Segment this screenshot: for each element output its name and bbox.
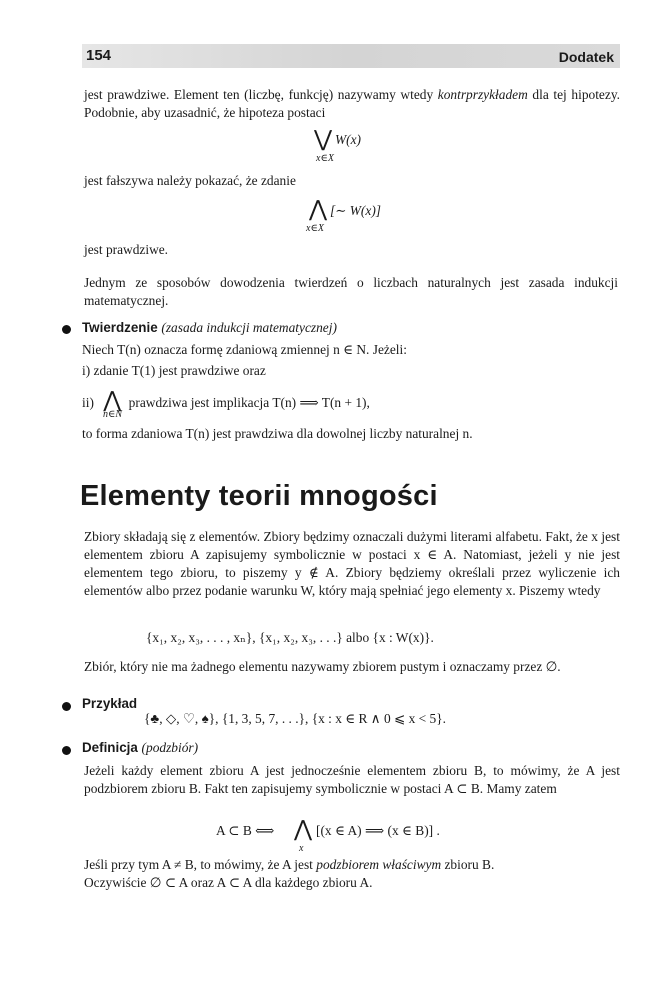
theorem-conclusion: to forma zdaniowa T(n) jest prawdziwa dla dowolnej liczby naturalnej n. <box>82 426 473 441</box>
definition-label: Definicja <box>82 740 138 755</box>
formula1-operator: ⋁ <box>314 126 333 151</box>
formula2-body: [∼ W(x)] <box>330 203 382 218</box>
formula2-sub: x∈X <box>306 223 324 234</box>
section-formula: {x₁, x₂, x₃, . . . , xₙ}, {x₁, x₂, x₃, . . .} albo {x : W(x)}. <box>146 630 434 645</box>
term-podzbior-wlasciwy: podzbiorem właściwym <box>316 857 442 872</box>
definition-heading <box>82 740 198 756</box>
theorem-line: Niech T(n) oznacza formę zdaniową zmiennej n ∈ N. Jeżeli: <box>82 342 407 357</box>
theorem-heading <box>82 320 337 336</box>
theorem-bullet <box>62 325 71 334</box>
page-header <box>82 44 620 68</box>
definition-tag: (podzbiór) <box>141 740 199 755</box>
formula2-operator: ⋀ <box>309 196 328 221</box>
text: zbioru B. <box>441 857 495 872</box>
theorem-item-2-sub: n∈N <box>103 409 123 420</box>
theorem-label: Twierdzenie <box>82 320 158 335</box>
section-paragraph-2: Zbiór, który nie ma żadnego elementu nazywamy zbiorem pustym i oznaczamy przez ∅. <box>84 659 561 674</box>
theorem-item-1: i) zdanie T(1) jest prawdziwe oraz <box>82 363 266 378</box>
formula1-sub: x∈X <box>316 153 334 164</box>
example-bullet <box>62 702 71 711</box>
intro-paragraph-2: jest fałszywa należy pokazać, że zdanie <box>84 173 296 188</box>
example-sets: {♣, ◇, ♡, ♠}, {1, 3, 5, 7, . . .}, {x : x ∈ R ∧ 0 ⩽ x < 5}. <box>144 711 446 726</box>
intro-paragraph-3: jest prawdziwe. <box>84 242 169 257</box>
definition-bullet <box>62 746 71 755</box>
example-label: Przykład <box>82 696 138 711</box>
text: dla tej hipotezy. Podobnie, aby uzasadnić, że hipoteza postaci <box>84 87 620 120</box>
section-paragraph-1: Zbiory składają się z elementów. Zbiory będzimy oznaczali dużymi literami alfabetu. Fakt, że x jest elementem zbioru A zapisujemy symbolicznie w postaci x ∈ A. Natomiast, jeżeli y nie jest elementem tego zbioru, to piszemy y ∉ A. Zbiory będziemy określali przez wyliczenie ich elementów albo przez podanie warunku W, który mają spełniać jego elementy x. Piszemy wtedy <box>84 529 620 598</box>
formula1-body: W(x) <box>335 132 362 147</box>
section-label: Dodatek <box>558 49 614 65</box>
definition-formula-left: A ⊂ B ⟺ <box>216 823 275 838</box>
item-text: prawdziwa jest implikacja T(n) ⟹ T(n + 1), <box>128 395 370 410</box>
definition-paragraph-2 <box>84 856 620 874</box>
section-title: Elementy teorii mnogości <box>80 480 438 512</box>
text: jest prawdziwe. Element ten (liczbę, funkcję) nazywamy wtedy <box>84 87 438 102</box>
definition-formula-right: [(x ∈ A) ⟹ (x ∈ B)] . <box>316 823 440 838</box>
intro-paragraph-1 <box>84 86 620 122</box>
definition-formula-operator: ⋀ <box>294 816 313 841</box>
definition-paragraph-1: Jeżeli każdy element zbioru A jest jednocześnie elementem zbioru B, to mówimy, że A jest podzbiorem zbioru B. Fakt ten zapisujemy symbolicznie w postaci A ⊂ B. Mamy zatem <box>84 763 620 796</box>
item-prefix: ii) <box>82 395 94 410</box>
page-number: 154 <box>86 47 112 64</box>
term-kontrprzyklad: kontrprzykładem <box>437 87 528 102</box>
definition-formula-sub: x <box>299 843 304 854</box>
item-operator: ⋀ <box>103 387 122 412</box>
intro-paragraph-4: Jednym ze sposobów dowodzenia twierdzeń o liczbach naturalnych jest zasada indukcji matematycznej. <box>84 275 618 308</box>
text: Jeśli przy tym A ≠ B, to mówimy, że A jest <box>84 857 317 872</box>
definition-paragraph-3: Oczywiście ∅ ⊂ A oraz A ⊂ A dla każdego zbioru A. <box>84 875 373 890</box>
theorem-tag: (zasada indukcji matematycznej) <box>161 320 337 335</box>
theorem-item-2 <box>82 387 370 413</box>
